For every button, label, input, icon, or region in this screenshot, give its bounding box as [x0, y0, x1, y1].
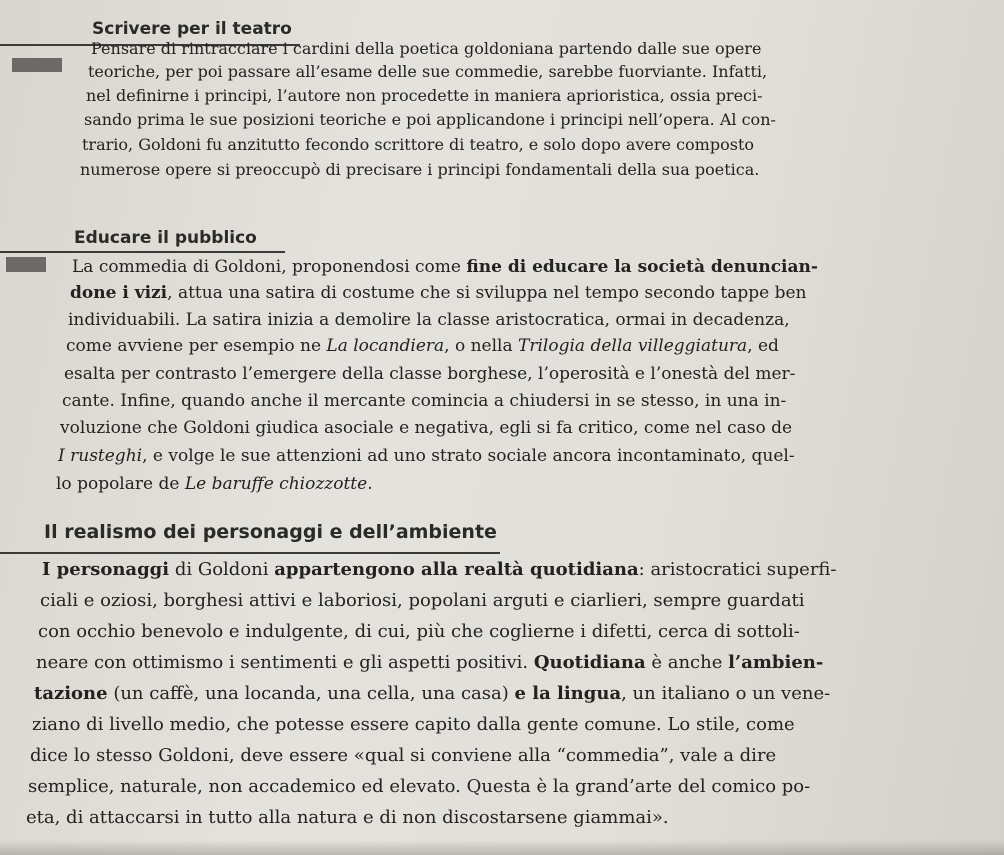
section-tab: [12, 58, 62, 72]
section-heading-scrivere: Scrivere per il teatro: [92, 19, 292, 39]
text-line: dice lo stesso Goldoni, deve essere «qual si conviene alla “commedia”, vale a dire: [30, 745, 777, 766]
text-line: sando prima le sue posizioni teoriche e poi applicandone i principi nell’opera. Al con-: [84, 110, 776, 129]
text-line: I personaggi di Goldoni appartengono alla realtà quotidiana: aristocratici superfi-: [42, 559, 837, 580]
text-line: I rusteghi, e volge le sue attenzioni ad uno strato sociale ancora incontaminato, quel-: [58, 446, 795, 466]
text-line: numerose opere si preoccupò di precisare i principi fondamentali della sua poetica.: [80, 160, 760, 179]
text-line: ciali e oziosi, borghesi attivi e laboriosi, popolani arguti e ciarlieri, sempre guardati: [40, 590, 805, 611]
text-line: semplice, naturale, non accademico ed elevato. Questa è la grand’arte del comico po-: [28, 776, 811, 797]
text-line: done i vizi, attua una satira di costume che si sviluppa nel tempo secondo tappe ben: [70, 283, 807, 303]
text-line: tazione (un caffè, una locanda, una cella, una casa) e la lingua, un italiano o un vene-: [34, 683, 831, 704]
text-line: nel definirne i principi, l’autore non procedette in maniera aprioristica, ossia preci-: [86, 86, 763, 105]
text-line: La commedia di Goldoni, proponendosi come fine di educare la società denuncian-: [72, 257, 818, 277]
section-heading-realismo: Il realismo dei personaggi e dell’ambiente: [44, 521, 497, 543]
page-bottom-shadow: [0, 840, 1004, 855]
text-line: trario, Goldoni fu anzitutto fecondo scrittore di teatro, e solo dopo avere composto: [82, 135, 754, 154]
text-line: neare con ottimismo i sentimenti e gli aspetti positivi. Quotidiana è anche l’ambien-: [36, 652, 824, 673]
text-line: come avviene per esempio ne La locandiera, o nella Trilogia della villeggiatura, ed: [66, 336, 779, 356]
text-line: con occhio benevolo e indulgente, di cui, più che coglierne i difetti, cerca di sottoli-: [38, 621, 800, 642]
text-line: lo popolare de Le baruffe chiozzotte.: [56, 474, 373, 494]
text-line: voluzione che Goldoni giudica asociale e negativa, egli si fa critico, come nel caso de: [60, 418, 793, 438]
section-heading-educare: Educare il pubblico: [74, 228, 257, 248]
text-line: eta, di attaccarsi in tutto alla natura e di non discostarsene giammai».: [26, 807, 669, 828]
text-line: esalta per contrasto l’emergere della classe borghese, l’operosità e l’onestà del mer-: [64, 364, 796, 384]
section-rule: [0, 251, 285, 253]
section-tab: [6, 257, 46, 272]
text-line: ziano di livello medio, che potesse essere capito dalla gente comune. Lo stile, come: [32, 714, 795, 735]
text-line: teoriche, per poi passare all’esame delle sue commedie, sarebbe fuorviante. Infatti,: [88, 62, 768, 81]
section-rule: [0, 552, 500, 554]
text-line: cante. Infine, quando anche il mercante comincia a chiudersi in se stesso, in una in-: [62, 391, 787, 411]
text-line: individuabili. La satira inizia a demolire la classe aristocratica, ormai in decadenza,: [68, 310, 790, 330]
text-line: Pensare di rintracciare i cardini della poetica goldoniana partendo dalle sue opere: [91, 39, 762, 58]
